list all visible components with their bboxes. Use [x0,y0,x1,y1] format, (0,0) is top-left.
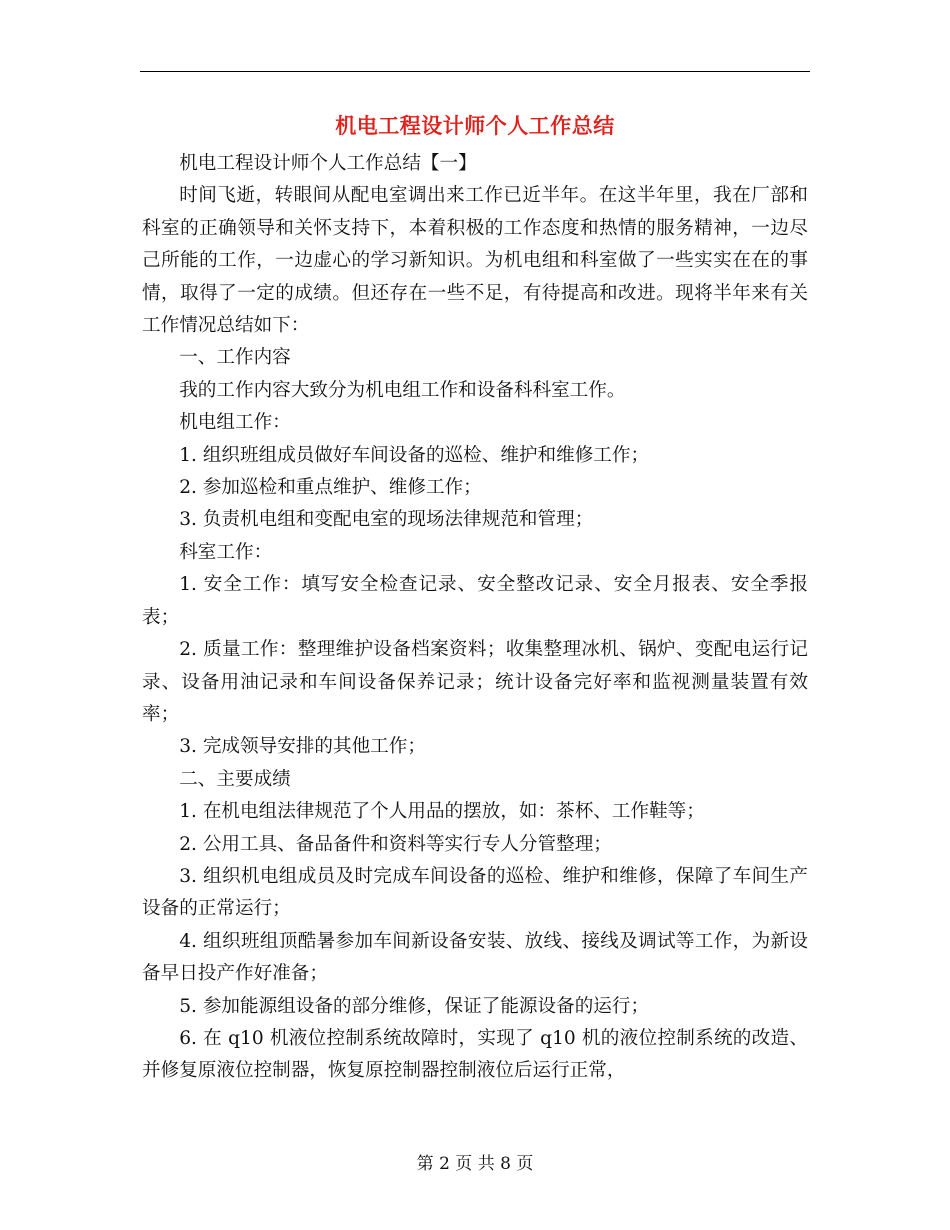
list-item: 4. 组织班组顶酷暑参加车间新设备安装、放线、接线及调试等工作，为新设备早日投产作好准备； [142,930,808,985]
page-number: 第 2 页 共 8 页 [416,1154,534,1174]
list-item: 1. 安全工作：填写安全检查记录、安全整改记录、安全月报表、安全季报表； [142,574,808,628]
list-item: 1. 组织班组成员做好车间设备的巡检、维护和维修工作； [179,444,650,466]
list-item: 3. 负责机电组和变配电室的现场法律规范和管理； [179,509,594,531]
heading-achievements: 二、主要成绩 [179,768,291,790]
list-item: 2. 参加巡检和重点维护、维修工作； [179,477,482,499]
list-item: 3. 完成领导安排的其他工作； [179,736,426,758]
paragraph: 我的工作内容大致分为机电组工作和设备科科室工作。 [179,379,626,401]
list-item: 6. 在 q10 机液位控制系统故障时，实现了 q10 机的液位控制系统的改造、并修复原液位控制器，恢复原控制器控制液位后运行正常， [142,1027,808,1082]
list-item: 5. 参加能源组设备的部分维修，保证了能源设备的运行； [179,995,650,1017]
header-rule [140,71,810,72]
document-title: 机电工程设计师个人工作总结 [335,113,615,138]
section-subtitle: 机电工程设计师个人工作总结【一】 [179,153,477,174]
subheading-mechanical-group: 机电组工作： [179,412,291,434]
list-item: 1. 在机电组法律规范了个人用品的摆放，如：茶杯、工作鞋等； [179,801,705,823]
document-body [142,148,808,1088]
list-item: 2. 公用工具、备品备件和资料等实行专人分管整理； [179,833,612,855]
subheading-office-work: 科室工作： [179,541,273,563]
list-item: 2. 质量工作：整理维护设备档案资料；收集整理冰机、锅炉、变配电运行记录、设备用油记录和车间设备保养记录；统计设备完好率和监视测量装置有效率； [142,639,808,725]
heading-work-content: 一、工作内容 [179,347,291,369]
list-item: 3. 组织机电组成员及时完成车间设备的巡检、维护和维修，保障了车间生产设备的正常运行； [142,865,808,920]
intro-paragraph: 时间飞逝，转眼间从配电室调出来工作已近半年。在这半年里，我在厂部和科室的正确领导和关怀支持下，本着积极的工作态度和热情的服务精神，一边尽己所能的工作，一边虚心的学习新知识。为机电组和科室做了一些实实在在的事情，取得了一定的成绩。但还存在一些不足，有待提高和改进。现将半年来有关工作情况总结如下： [142,185,808,337]
